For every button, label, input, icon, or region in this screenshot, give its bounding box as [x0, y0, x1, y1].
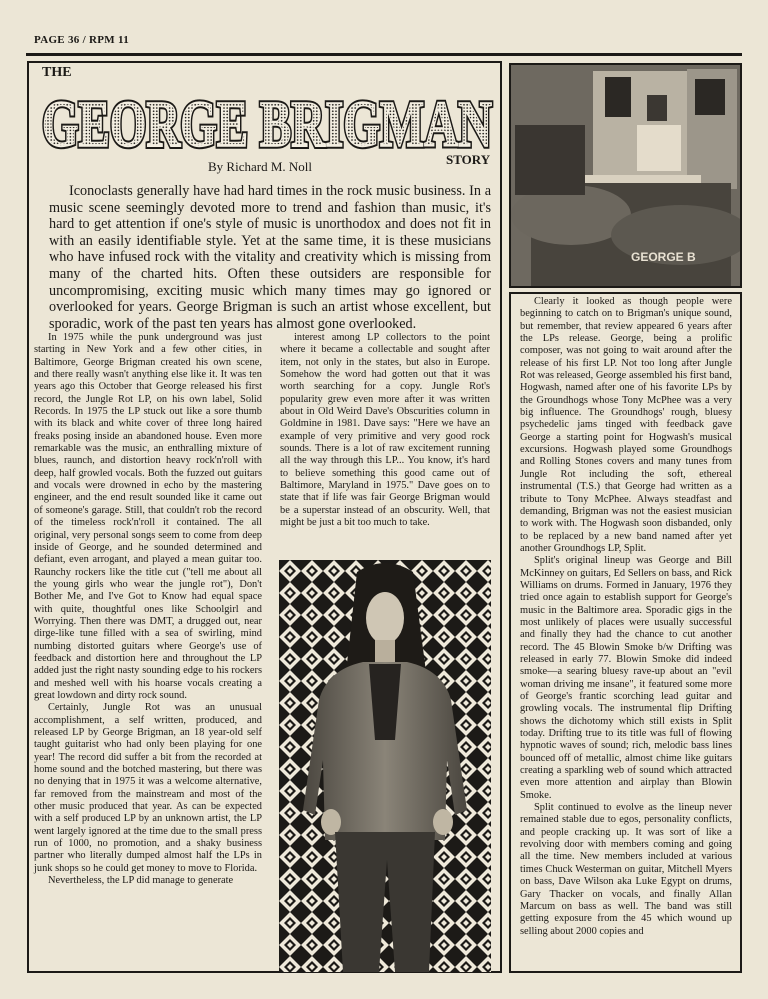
col3-paragraph: Split's original lineup was George and Bill McKinney on guitars, Ed Sellers on bass, and Rick Williams on drums. Formed in January, 1976 they tried once again to establish support for George's music in the Baltimore area. Sporadic gigs in the most unlikely of places were usually successful and finally they had the chance to cut another record. The 45 Blowin Smoke b/w Drifting was released in early 77. Blowin Smoke did indeed smoke—a searing bluesy rave-up about an "evil woman driving me insane", it featured some more of George's frantic scorching lead guitar and growling vocals. The instrumental flip Drifting shows the dichotomy which still exists in Split today. Drifting true to its title was full of flowing hypnotic waves of sound; rich, melodic bass lines bounced off of metallic, almost chime like guitars creating a sparkling web of sound which attracted even more attention and airplay than Blowin Smoke.: [520, 555, 732, 801]
window-right: [695, 79, 725, 115]
portrait-photo: [279, 560, 491, 972]
title-kicker-the: THE: [42, 65, 72, 80]
text-column-3: [520, 296, 732, 938]
house-photo: [509, 63, 742, 288]
byline: By Richard M. Noll: [208, 159, 312, 174]
col3-paragraph: Split continued to evolve as the lineup never remained stable due to egos, personality conflicts, and people cracking up. It was sort of like a revolving door with members coming and going all the time. New members included at various times Chuck Westerman on guitar, Mitchell Myers on bass, Dave Wilson aka Luke Egypt on drums, Gary Thacker on vocals, and finally Allan Marcum on bass as well. The band was still getting exposure from the 45 which wound up selling about 2000 copies and: [520, 802, 732, 937]
header-rule: [26, 53, 742, 56]
text-column-2: [280, 332, 490, 530]
text-column-1: [34, 332, 262, 887]
title-inner-outline: GEORGE BRIGMAN: [42, 88, 492, 158]
page-header: PAGE 36 / RPM 11: [34, 34, 130, 46]
col1-paragraph: Nevertheless, the LP did manage to generate: [48, 875, 234, 887]
face-shape: [366, 592, 404, 644]
photo-sign-text: GEORGE B: [631, 250, 696, 264]
article-title: [40, 84, 495, 158]
intro-paragraph: Iconoclasts generally have had hard times in the rock music business. In a music scene seemingly devoted more to trend and fashion than music, it's hard to get attention if one's style of music is unorthodox and does not fit in with an easily identifiable style. Yet at the same time, it is these musicians who have infused rock with the vitality and creativity which is missing from many of the charted hits. Often these outsiders are responsible for uncompromising, exciting music which many times may go ignored or overlooked for years. George Brigman is such an artist whose excellent, but sporadic, work of the past ten years has almost gone overlooked.: [49, 183, 491, 332]
col2-paragraph: interest among LP collectors to the point where it became a collectable and sought after item, not only in the states, but also in Europe. Somehow the word had gotten out that it was worth searching for a copy. Jungle Rot's popularity grew even more after it was written about in Old Weird Dave's Obscurities column in Goldmine in 1981. Dave says: "Here we have an example of very primitive and very good rock sounds. There is a lot of raw excitement running all the way through this LP... You know, it's hard to believe something this good came out of Baltimore, Maryland in 1975." Dave goes on to state that if life was fair George Brigman would be a superstar instead of an obscurity. Well, that might be just a bit too much to take.: [280, 332, 490, 529]
title-kicker-story: STORY: [446, 152, 491, 167]
col1-paragraph: In 1975 while the punk underground was just starting in New York and a few other cities, in Baltimore, George Brigman created his own scene, and there really wasn't anything else like it. It was ten years ago this October that George released his first record, the Jungle Rot LP, on his own label, Solid Records. In 1975 the LP stuck out like a sore thumb with its black and white cover of three long haired freaks posing inside an abandoned house. Even more remarkable was the music, an enthralling mixture of blues, raunch, and distortion heavy rock'n'roll with deep, half growled vocals. Both the fuzzed out guitars and vocals were drowned in echo by the mastering engineer, and the end result sounded like it came out of someone's garage. Still, that couldn't rob the record of the timeless rock'n'roll it contained. The all original, very personal songs seem to come from deep inside of George, and he sounded determined and defiant, even arrogant, and played a mean guitar too. Raunchy rockers like the title cut ("tell me about all the young girls who wear the jungle rot"), Don't Bother Me, and I've Got to Know had equal space with quite, thoughtful ones like Schoolgirl and Worrying. Then there was DMT, a drugged out, near dirge-like tune filled with a sea of swirling, mind numbing distorted guitars where George's use of feedback and distortion here and throughout the LP added just the right nasty sounding edge to his rockers and meshed well with his hoarse vocals creating a great lowdown and dirty rock sound.: [34, 332, 262, 701]
window-left: [605, 77, 631, 117]
col3-paragraph: Clearly it looked as though people were beginning to catch on to Brigman's unique sound, but remember, that review appeared 6 years after the LPs release. George, being a prolific composer, was not going to wait around after the release of his first LP. Not too long after Jungle Rot was released, George assembled his first band, Hogwash, named after one of his favorite LPs by the Groundhogs whose Tony McPhee was a very big influence. The Groundhogs' rough, bluesy psychedelic jams tinged with feedback gave George a starting point for Hogwash's musical excursions. Hogwash played some Groundhogs and Rolling Stones covers and many tunes from Jungle Rot including the soft, ethereal instrumental (T.S.) that George had written as a tribute to Tony McPhee. Always steadfast and demanding, Brigman was not the easiest musician to work with. The Hogwash soon disbanded, only to be replaced by a new band named after yet another Groundhogs LP, Split.: [520, 296, 732, 554]
title-display-text: GEORGE BRIGMAN: [42, 88, 492, 158]
col1-paragraph: Certainly, Jungle Rot was an unusual accomplishment, a self written, produced, and released LP by George Brigman, an 18 year-old self taught guitarist who had only been playing for one year! The record did suffer a bit from the recorded at home sound and the botched mastering, but there was no denying that in 1975 it was a welcome alternative, far removed from the mainstream and most of the other music produced that year. As can be expected with a self produced LP by an unknown artist, the LP went largely ignored at the time due to the small press run of 1000, no promotion, and a shaky business partner who literally dumped almost half the LPs in junk shops so he could get money to move to Florida.: [34, 702, 262, 874]
